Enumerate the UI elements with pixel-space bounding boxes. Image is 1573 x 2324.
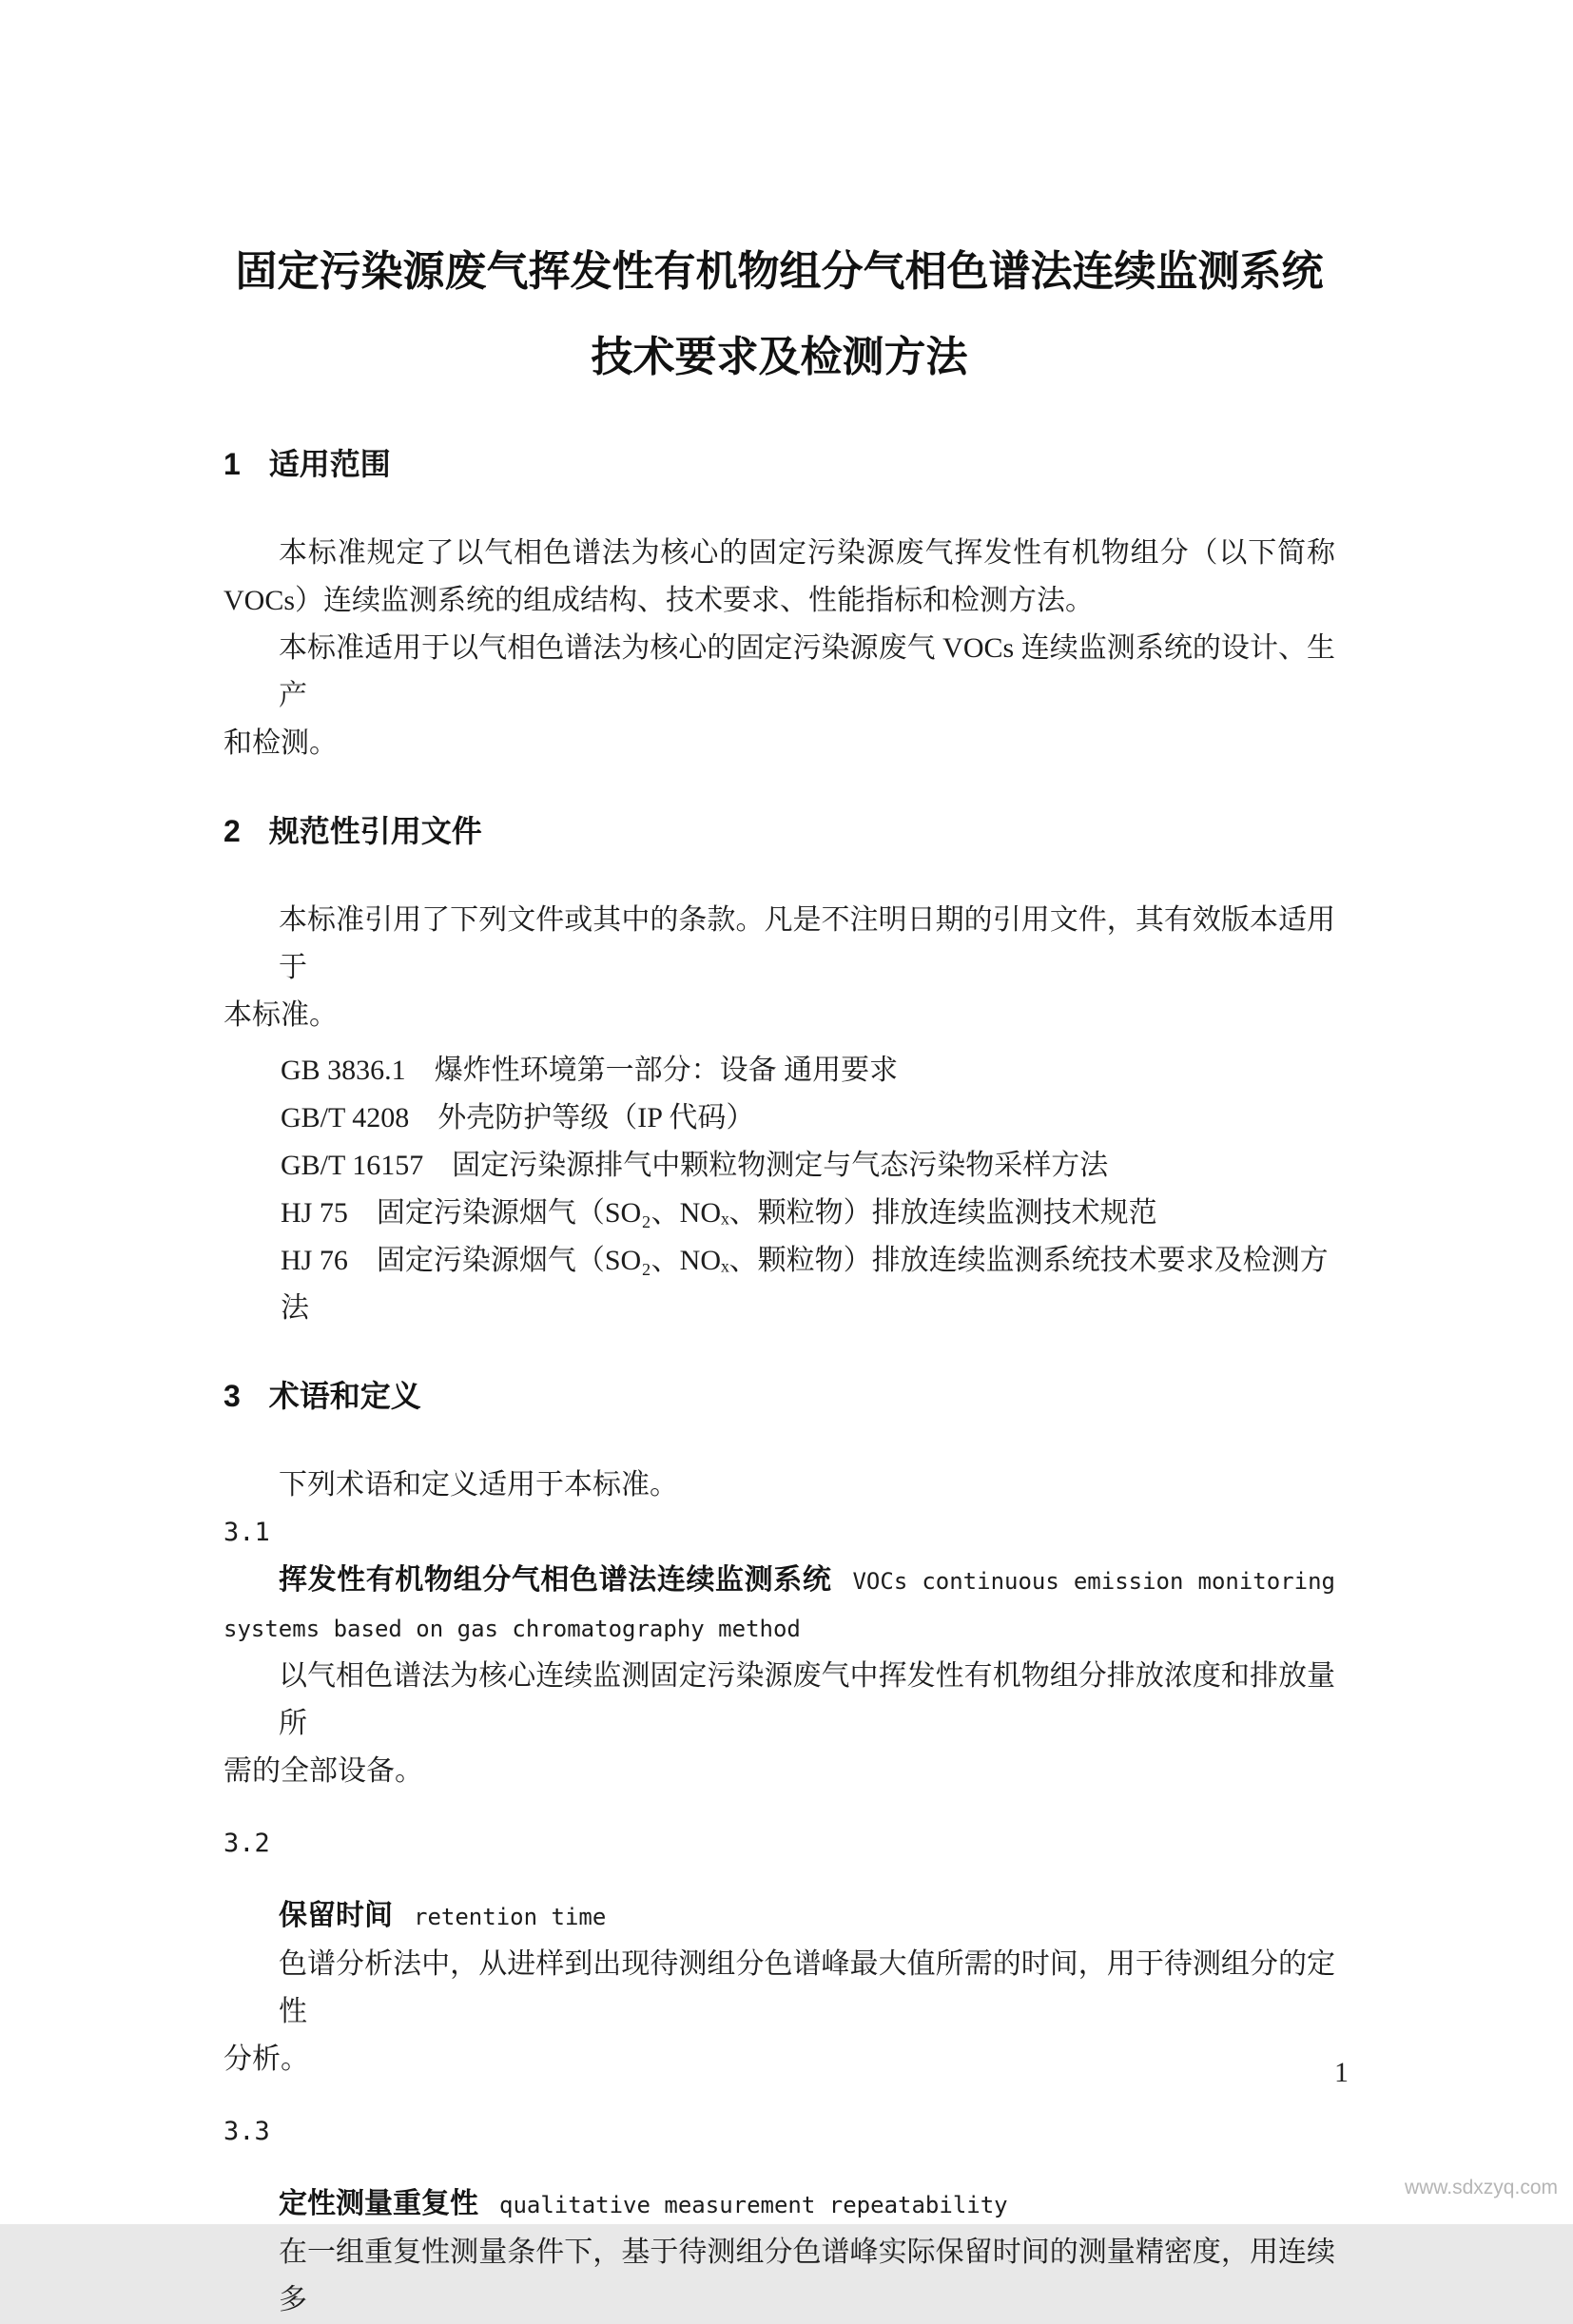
term-3-2-definition: 色谱分析法中，从进样到出现待测组分色谱峰最大值所需的时间，用于待测组分的定性 bbox=[279, 1948, 1335, 2027]
section-1-heading bbox=[223, 440, 1335, 488]
reference-title: 固定污染源烟气（SO₂、NOₓ、颗粒物）排放连续监测系统技术要求及检测方法 bbox=[281, 1245, 1329, 1324]
term-3-2-name bbox=[223, 1892, 1335, 1941]
section-1-number: 1 bbox=[223, 447, 241, 481]
reference-item bbox=[223, 1094, 1335, 1142]
term-zh-label: 定性测量重复性 bbox=[279, 2188, 478, 2219]
term-3-1-definition: 需的全部设备。 bbox=[223, 1755, 423, 1787]
section-2-title: 规范性引用文件 bbox=[268, 814, 482, 848]
reference-title: 固定污染源烟气（SO₂、NOₓ、颗粒物）排放连续监测技术规范 bbox=[376, 1197, 1157, 1229]
reference-code: GB/T 4208 bbox=[281, 1102, 410, 1133]
reference-title: 外壳防护等级（IP 代码） bbox=[437, 1102, 755, 1133]
term-en-label: retention time bbox=[414, 1904, 607, 1930]
reference-item bbox=[223, 1190, 1335, 1237]
term-3-3-name bbox=[223, 2180, 1335, 2229]
reference-item bbox=[223, 1237, 1335, 1332]
paragraph-line: VOCs）连续监测系统的组成结构、技术要求、性能指标和检测方法。 bbox=[223, 585, 1095, 616]
reference-item bbox=[223, 1142, 1335, 1190]
section-3-heading bbox=[223, 1372, 1335, 1420]
term-3-1-name bbox=[223, 1557, 1335, 1605]
watermark: www.sdxzyq.com bbox=[1404, 2177, 1558, 2198]
term-3-1-name-english-wrap: systems based on gas chromatography method bbox=[223, 1616, 801, 1642]
paragraph-line: 和检测。 bbox=[223, 727, 338, 759]
term-3-1-number: 3.1 bbox=[223, 1518, 270, 1547]
section-2-heading bbox=[223, 807, 1335, 855]
reference-code: GB/T 16157 bbox=[281, 1150, 424, 1181]
reference-code: GB 3836.1 bbox=[281, 1055, 406, 1086]
section-3-intro: 下列术语和定义适用于本标准。 bbox=[279, 1469, 678, 1501]
title-line-2: 技术要求及检测方法 bbox=[591, 334, 968, 380]
reference-code: HJ 75 bbox=[281, 1197, 348, 1229]
reference-item bbox=[223, 1047, 1335, 1094]
term-zh-label: 挥发性有机物组分气相色谱法连续监测系统 bbox=[279, 1564, 832, 1596]
reference-title: 爆炸性环境第一部分：设备 通用要求 bbox=[434, 1055, 899, 1086]
section-3-title: 术语和定义 bbox=[268, 1379, 421, 1413]
reference-code: HJ 76 bbox=[281, 1245, 348, 1276]
section-1-title: 适用范围 bbox=[268, 447, 391, 481]
term-3-3-number: 3.3 bbox=[223, 2117, 270, 2146]
term-en-label: VOCs continuous emission monitoring bbox=[852, 1568, 1336, 1595]
section-3-number: 3 bbox=[223, 1379, 241, 1413]
section-2-number: 2 bbox=[223, 814, 241, 848]
term-3-1-definition: 以气相色谱法为核心连续监测固定污染源废气中挥发性有机物组分排放浓度和排放量所 bbox=[279, 1660, 1335, 1739]
reference-title: 固定污染源排气中颗粒物测定与气态污染物采样方法 bbox=[452, 1150, 1109, 1181]
page-number: 1 bbox=[1334, 2057, 1349, 2088]
term-en-label: qualitative measurement repeatability bbox=[499, 2192, 1008, 2218]
term-3-3-definition: 在一组重复性测量条件下，基于待测组分色谱峰实际保留时间的测量精密度，用连续多 bbox=[279, 2237, 1335, 2315]
title-line-1: 固定污染源废气挥发性有机物组分气相色谱法连续监测系统 bbox=[235, 248, 1324, 295]
paragraph-line: 本标准。 bbox=[223, 999, 338, 1031]
paragraph-line: 本标准引用了下列文件或其中的条款。凡是不注明日期的引用文件，其有效版本适用于 bbox=[279, 904, 1335, 983]
term-3-2-number: 3.2 bbox=[223, 1829, 270, 1858]
normative-references-list bbox=[223, 1047, 1335, 1332]
term-zh-label: 保留时间 bbox=[279, 1900, 393, 1931]
paragraph-line: 本标准规定了以气相色谱法为核心的固定污染源废气挥发性有机物组分（以下简称 bbox=[279, 537, 1335, 569]
paragraph-line: 本标准适用于以气相色谱法为核心的固定污染源废气 VOCs 连续监测系统的设计、生产 bbox=[279, 632, 1335, 711]
term-3-2-definition: 分析。 bbox=[223, 2043, 309, 2075]
document-title bbox=[223, 229, 1335, 400]
